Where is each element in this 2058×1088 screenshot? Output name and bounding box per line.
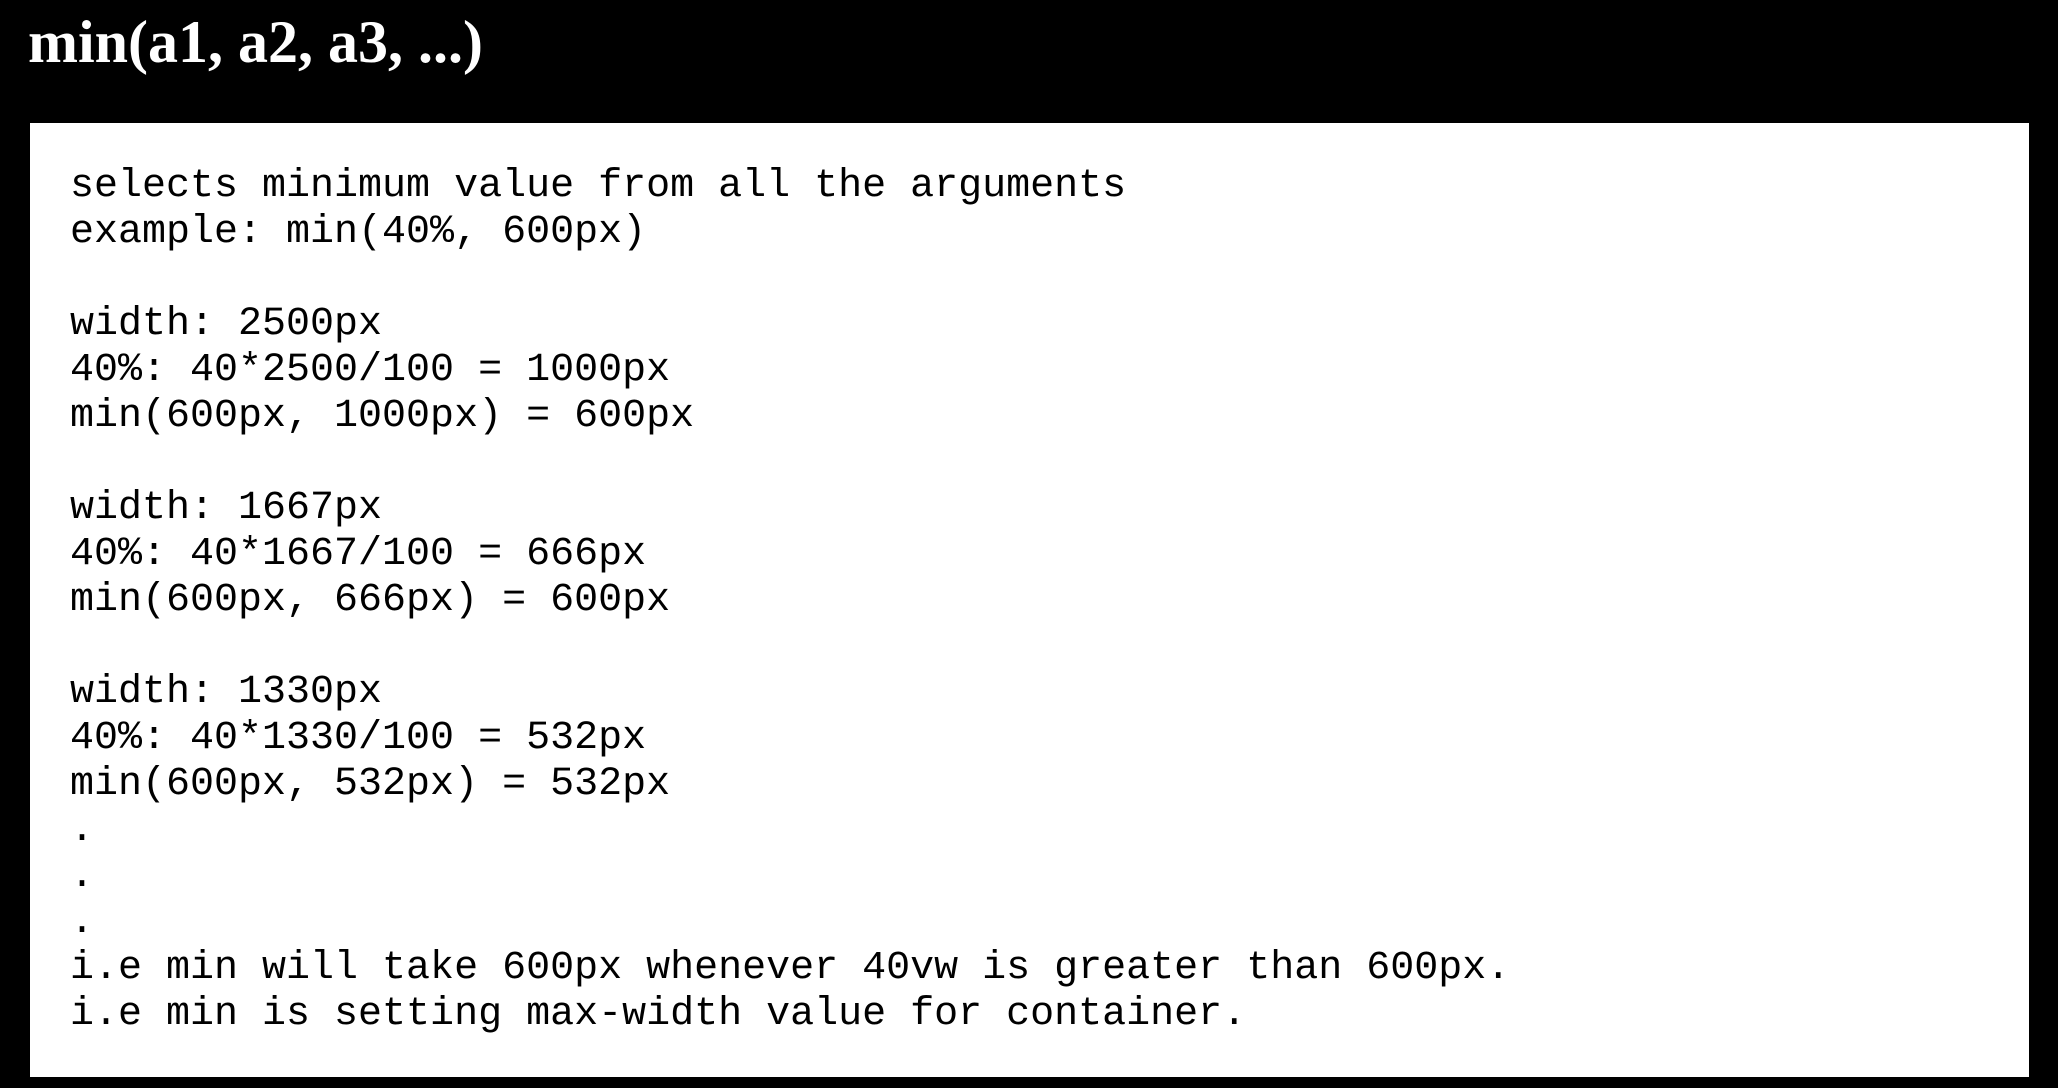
code-line: . xyxy=(70,854,95,899)
code-line xyxy=(70,624,2029,670)
code-line: width: 1667px xyxy=(70,486,383,531)
code-line: width: 1330px xyxy=(70,670,383,715)
code-line: . xyxy=(70,808,95,853)
code-line: 40%: 40*2500/100 = 1000px xyxy=(70,348,671,393)
code-line xyxy=(70,440,2029,486)
code-line: min(600px, 532px) = 532px xyxy=(70,762,671,807)
code-line: i.e min will take 600px whenever 40vw is greater than 600px. xyxy=(70,946,1511,991)
code-line: example: min(40%, 600px) xyxy=(70,210,647,255)
code-line: . xyxy=(70,900,95,945)
code-line: min(600px, 666px) = 600px xyxy=(70,578,671,623)
code-panel xyxy=(30,123,2029,1077)
code-line: 40%: 40*1330/100 = 532px xyxy=(70,716,647,761)
code-line: 40%: 40*1667/100 = 666px xyxy=(70,532,647,577)
code-line: i.e min is setting max-width value for container. xyxy=(70,992,1247,1037)
code-line: min(600px, 1000px) = 600px xyxy=(70,394,695,439)
page-title: min(a1, a2, a3, ...) xyxy=(28,9,483,75)
code-line: selects minimum value from all the arguments xyxy=(70,164,1127,209)
code-line xyxy=(70,256,2029,302)
code-line: width: 2500px xyxy=(70,302,383,347)
